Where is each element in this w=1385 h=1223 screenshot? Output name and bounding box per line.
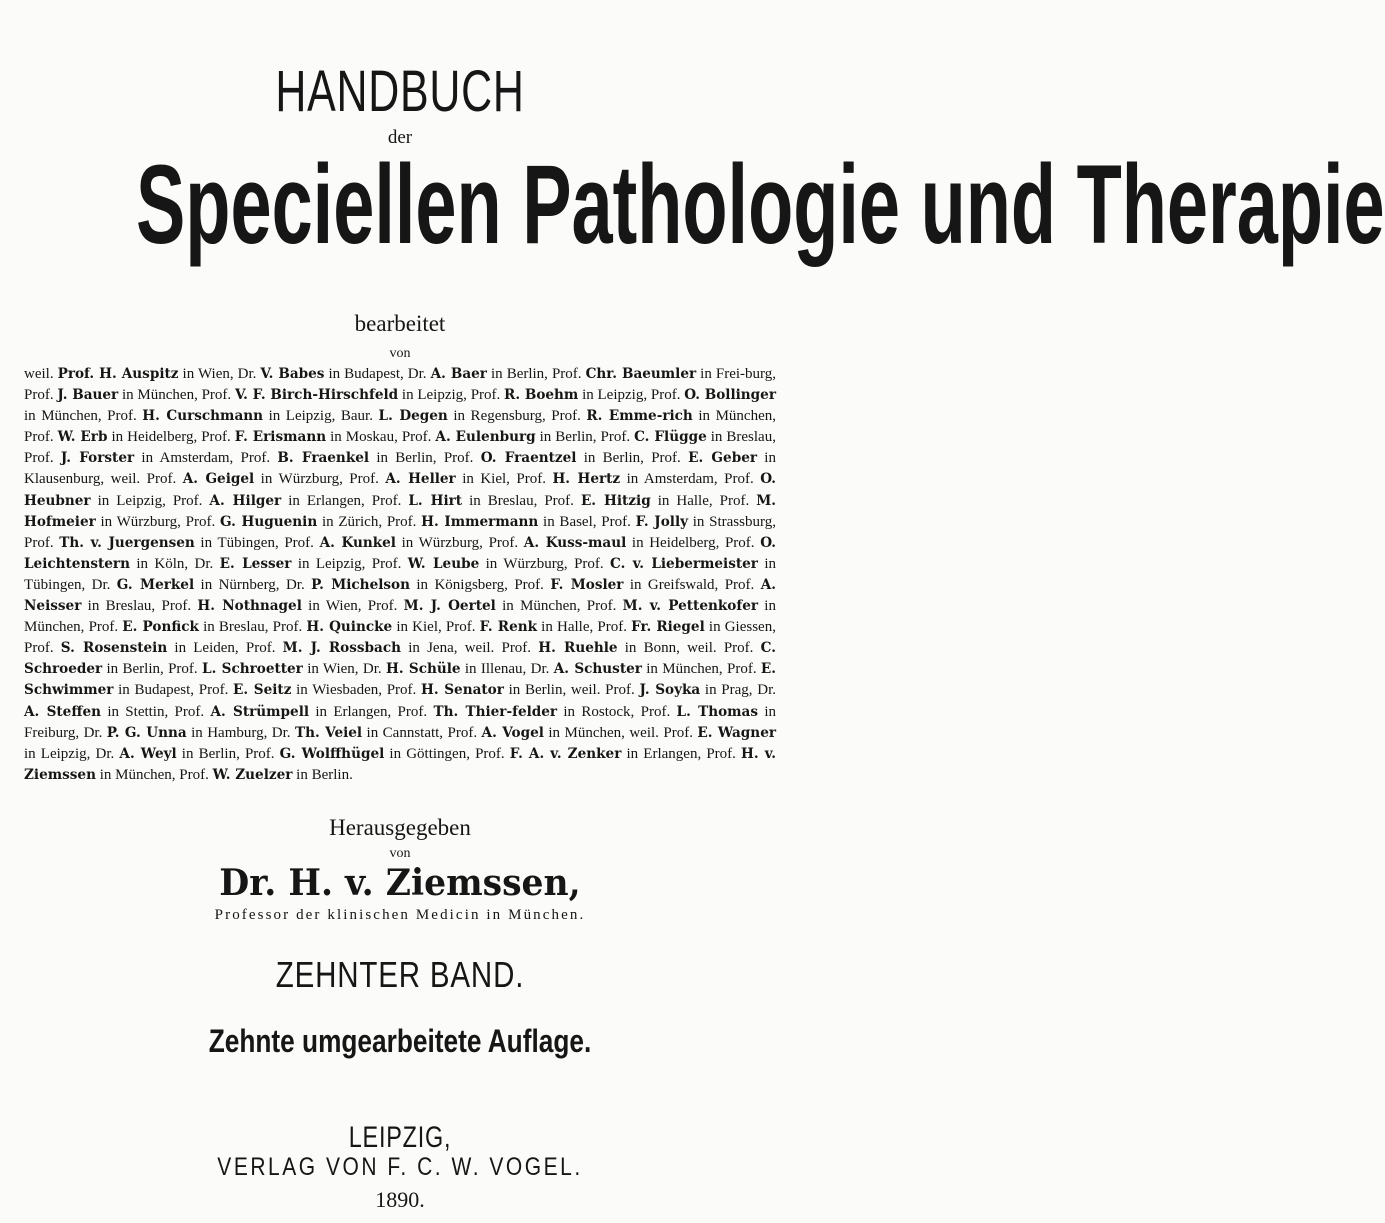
author-location: in Breslau, [462,492,545,509]
author-title: Prof. [240,450,278,467]
author-title: Prof. [179,766,213,783]
author-title: Baur. [340,408,379,425]
author-title: Dr. [285,576,312,593]
author-location: in Leipzig, [263,408,341,425]
author-name: F. Renk [479,619,538,636]
author-entry [571,682,757,698]
author-entry [238,366,408,382]
author-name: E. Seitz [233,682,292,699]
author-entry [272,725,448,741]
author-title: Prof. [443,450,481,467]
author-title: Prof. [597,619,632,636]
author-location: in München, [692,408,776,425]
author-location: in Wiesbaden, [291,682,387,699]
author-title: Prof. [514,576,551,593]
author-location: in Kiel, [392,619,446,636]
author-title: Prof. [24,429,58,446]
author-title: Prof. [386,682,421,699]
author-entry [372,493,545,509]
author-title: Prof. [706,745,742,762]
author-title: Prof. [272,619,307,636]
author-entry [544,493,719,509]
author-name: G. Wolffhügel [279,745,385,762]
author-entry [601,514,776,530]
author-name: W. Erb [57,429,108,446]
author-title: Prof. [24,387,58,404]
author-entry [96,746,245,762]
author-name: E. Wagner [697,724,777,741]
editor-position: Professor der klinischen Medicin in München. [214,907,586,923]
author-name: A. Eulenburg [435,429,536,446]
author-location: in Basel, [538,513,602,530]
author-title: Prof. [245,640,283,657]
author-name: A. Schuster [553,661,642,678]
author-name: A. Kuss-maul [523,534,627,551]
author-entry [24,640,246,656]
author-name: Th. v. Juergensen [59,534,195,551]
author-entry [368,598,587,614]
author-title: Prof. [470,387,505,404]
author-name: O. Bollinger [684,387,776,404]
author-entry [92,577,286,593]
author-name: O. Leichtenstern [24,534,776,572]
author-title: Prof. [244,745,280,762]
author-location: in Stettin, [101,703,175,720]
author-name: A. Strümpell [210,703,310,720]
author-name: F. Jolly [635,513,689,530]
author-name: Th. Thier-felder [433,703,558,720]
author-name: G. Huguenin [219,513,318,530]
author-location: in Kiel, [455,471,517,488]
author-entry [195,556,372,572]
author-location: in Leipzig, [24,745,96,762]
author-name: E. Schwimmer [24,661,777,699]
author-location: in Leipzig, [291,555,372,572]
author-name: O. Fraentzel [480,450,577,467]
author-name: H. Ruehle [538,640,618,657]
author-title: Dr. [362,661,386,678]
author-title: Prof. [586,598,623,615]
author-location: in Tübingen, [24,555,776,593]
author-name: H. Hertz [552,471,621,488]
author-name: A. Weyl [119,745,177,762]
author-title: weil. [24,366,58,382]
author-location: in Würzburg, [479,555,575,572]
author-entry [201,429,402,445]
author-location: in München, [118,387,202,404]
editor-name: Dr. H. v. Ziemssen, [219,862,581,904]
author-location: in Berlin, [369,450,444,467]
author-entry [387,682,571,698]
author-name: B. Fraenkel [277,450,370,467]
author-location: in Breslau, [706,429,776,446]
author-entry [241,450,444,466]
article-der: der [387,127,413,148]
author-name: H. Senator [420,682,504,699]
author-name: L. Degen [378,408,448,425]
author-location: in Zürich, [317,513,387,530]
author-entry [471,387,651,403]
author-title: Prof. [172,492,210,509]
author-title: Prof. [386,513,422,530]
author-title: Prof. [168,661,203,678]
author-title: Prof. [24,640,61,657]
author-location: in Würzburg, [95,513,186,530]
volume-number: ZEHNTER BAND. [275,954,525,995]
author-entry [387,514,601,530]
author-entry [186,514,387,530]
author-location: in Wien, [302,661,363,678]
author-location: in Leipzig, [398,387,471,404]
author-title: Prof. [371,555,408,572]
author-location: in Regensburg, [447,408,552,425]
author-location: in München, [24,598,776,636]
author-location: in München, [543,724,630,741]
author-title: Prof. [401,429,436,446]
series-title: HANDBUCH [275,59,525,124]
author-entry [179,767,353,783]
author-entry [402,429,601,445]
author-name: A. Vogel [481,724,544,741]
author-entry [597,619,776,635]
author-name: H. Quincke [306,619,393,636]
author-location: in Klausenburg, [24,450,776,488]
author-entry [341,408,551,424]
author-title: weil. Prof. [570,682,640,699]
author-title: Prof. [551,366,586,382]
author-location: in Berlin, [176,745,245,762]
author-entry [475,746,706,762]
publication-year: 1890. [375,1187,425,1212]
author-name: F. Erismann [234,429,327,446]
author-name: F. A. v. Zenker [509,745,622,762]
author-location: in Moskau, [326,429,402,446]
author-location: in Tübingen, [194,534,285,551]
edition-statement: Zehnte umgearbeitete Auflage. [208,1023,592,1059]
author-location: in Hamburg, [186,724,272,741]
author-entry [202,387,471,403]
author-name: A. Baer [430,366,487,382]
author-title: Prof. [88,619,123,636]
author-location: in Wien, [301,598,368,615]
author-name: P. Michelson [311,576,410,593]
author-entry [465,640,687,656]
author-location: in Bonn, [617,640,688,657]
author-entry [24,366,238,382]
author-entry [245,746,475,762]
author-title: Prof. [201,387,235,404]
author-entry [398,704,641,720]
author-title: Prof. [371,492,409,509]
author-location: in Heidelberg, [107,429,202,446]
author-name: P. G. Unna [106,724,187,741]
author-name: A. Kunkel [319,534,396,551]
author-title: Dr. [194,555,220,572]
author-list [24,364,776,786]
author-name: J. Bauer [57,387,119,404]
author-name: G. Merkel [116,576,195,593]
author-name: H. Curschmann [142,408,264,425]
author-location: in Berlin, [486,366,552,382]
herausgegeben-label: Herausgegeben [329,815,471,840]
author-title: Prof. [161,598,198,615]
author-entry [175,704,398,720]
author-entry [161,598,367,614]
author-name: M. J. Oertel [403,598,496,615]
author-title: weil. Prof. [687,640,761,657]
author-entry [514,577,724,593]
editor-von-label: von [389,846,411,861]
author-location: in Göttingen, [384,745,476,762]
author-title: weil. Prof. [629,724,698,741]
author-entry [24,429,201,445]
author-location: in Königsberg, [409,576,515,593]
author-location: in Heidelberg, [626,534,725,551]
author-name: W. Zuelzer [212,766,293,783]
author-entry [286,577,514,593]
author-entry [489,535,725,551]
author-name: A. Geigel [182,471,255,488]
author-name: C. Schroeder [24,640,776,678]
author-entry [349,471,516,487]
author-location: in Greifswald, [623,576,725,593]
author-name: Th. Veiel [295,724,363,741]
author-location: in Cannstatt, [362,724,448,741]
author-name: E. Geber [688,450,758,467]
author-title: Dr. [757,682,776,699]
author-name: A. Steffen [24,703,102,720]
author-name: A. Heller [385,471,456,488]
author-title: Prof. [719,492,757,509]
author-location: in Berlin. [292,766,353,783]
author-name: Prof. H. Auspitz [57,366,179,382]
author-location: in Breslau, [198,619,273,636]
author-location: in Köln, [129,555,195,572]
author-title: Dr. [83,724,107,741]
author-name: M. J. Rossbach [282,640,402,657]
author-entry [89,619,273,635]
author-title: Prof. [24,534,60,551]
author-location: in Wien, [178,366,238,382]
author-name: L. Hirt [408,492,463,509]
author-name: O. Heubner [24,471,776,509]
author-location: in Berlin, [102,661,169,678]
author-entry [372,556,574,572]
author-name: M. v. Pettenkofer [622,598,759,615]
bearbeitet-label: bearbeitet [354,311,446,336]
author-location: in München, [495,598,587,615]
author-entry [111,471,350,487]
author-title: Prof. [651,450,689,467]
author-name: S. Rosenstein [60,640,168,657]
author-title: Prof. [367,598,404,615]
author-name: L. Thomas [676,703,759,720]
author-name: Chr. Baeumler [585,366,697,382]
author-name: J. Forster [60,450,135,467]
author-location: in Berlin, [503,682,571,699]
author-title: Dr. [407,366,431,382]
author-location: in Erlangen, [281,492,372,509]
author-entry [24,450,241,466]
author-title: Prof. [349,471,386,488]
author-name: H. Immermann [421,513,539,530]
author-entry [84,725,272,741]
main-title: Speciellen Pathologie und Therapie [136,142,1385,267]
author-title: Prof. [601,513,636,530]
author-name: F. Mosler [550,576,624,593]
author-entry [246,640,465,656]
author-name: M. Hofmeier [24,492,776,530]
author-location: in Budapest, [324,366,408,382]
author-title: Prof. [185,513,220,530]
author-title: Prof. [174,703,211,720]
author-title: Prof. [488,534,524,551]
author-title: Dr. [91,576,117,593]
author-name: Fr. Riegel [631,619,705,636]
author-name: H. Nothnagel [197,598,302,615]
author-name: E. Hitzig [580,492,651,509]
author-name: A. Hilger [209,492,282,509]
author-name: E. Ponfick [122,619,199,636]
author-entry [552,366,776,382]
author-name: W. Leube [407,555,480,572]
author-location: in Erlangen, [621,745,707,762]
author-location: in Erlangen, [309,703,398,720]
author-location: in Breslau, [81,598,162,615]
author-title: Prof. [640,703,677,720]
author-title: Prof. [198,682,234,699]
von-label: von [389,346,411,361]
author-location: in Jena, [401,640,465,657]
author-location: in Amsterdam, [620,471,725,488]
author-entry [531,661,727,677]
author-title: Prof. [516,471,553,488]
author-location: in Prag, [700,682,758,699]
author-title: Prof. [574,555,611,572]
author-entry [173,493,372,509]
author-entry [601,429,776,445]
author-name: R. Emme-rich [586,408,693,425]
author-title: Prof. [447,724,482,741]
author-name: R. Boehm [504,387,579,404]
author-title: Prof. [284,534,320,551]
author-entry [444,450,651,466]
author-location: in Giessen, [704,619,776,636]
author-location: in Rostock, [557,703,641,720]
author-location: in Berlin, [535,429,601,446]
author-title: Dr. [271,724,295,741]
author-title: Prof. [397,703,434,720]
author-location: in Halle, [650,492,720,509]
author-location: in Illenau, [460,661,531,678]
author-entry [446,619,598,635]
author-location: in Amsterdam, [134,450,241,467]
author-title: Prof. [724,534,761,551]
author-name: E. Lesser [219,555,292,572]
author-location: in München, [95,766,180,783]
author-name: V. F. Birch-Hirschfeld [234,387,399,404]
author-title: Prof. [724,576,761,593]
author-entry [551,408,776,424]
author-location: in Würzburg, [395,534,489,551]
author-location: in München, [641,661,727,678]
author-location: in Freiburg, [24,703,776,741]
author-entry [284,535,488,551]
author-entry [168,661,363,677]
author-location: in Frei-burg, [696,366,777,382]
author-title: Prof. [724,471,761,488]
author-title: Prof. [600,429,635,446]
author-name: H. Schüle [385,661,461,678]
author-entry [516,471,724,487]
author-location: in Halle, [537,619,598,636]
author-title: Prof. [727,661,761,678]
author-entry [408,366,552,382]
author-entry [24,535,284,551]
author-location: in Nürnberg, [194,576,286,593]
author-entry [448,725,630,741]
author-location: in Leipzig, [90,492,173,509]
author-name: J. Soyka [639,682,701,699]
author-location: in Leiden, [167,640,246,657]
author-title: Prof. [544,492,581,509]
author-name: V. Babes [260,366,325,382]
author-title: Dr. [237,366,261,382]
publisher: VERLAG VON F. C. W. VOGEL. [217,1153,583,1181]
publication-place: LEIPZIG, [348,1121,452,1154]
author-name: C. Flügge [634,429,707,446]
author-title: Prof. [445,619,480,636]
author-title: Prof. [650,387,685,404]
author-entry [199,682,387,698]
author-entry [273,619,446,635]
author-name: C. v. Liebermeister [610,555,758,572]
author-title: Prof. [475,745,510,762]
author-location: in Budapest, [113,682,199,699]
author-title: Prof. [24,450,61,467]
author-location: in Strassburg, [688,513,776,530]
author-name: L. Schroetter [202,661,303,678]
author-location: in München, [24,408,108,425]
author-location: in Leipzig, [578,387,651,404]
author-entry [24,387,202,403]
author-title: weil. Prof. [110,471,183,488]
author-entry [107,408,341,424]
author-location: in Berlin, [576,450,652,467]
author-location: in Würzburg, [254,471,350,488]
author-title: Prof. [107,408,143,425]
author-title: weil. Prof. [464,640,539,657]
author-title: Prof. [201,429,235,446]
author-name: A. Neisser [24,576,776,615]
author-title: Prof. [551,408,587,425]
author-name: H. v. Ziemssen [24,745,776,783]
author-title: Dr. [95,745,120,762]
author-title: Dr. [530,661,554,678]
author-entry [363,661,531,677]
